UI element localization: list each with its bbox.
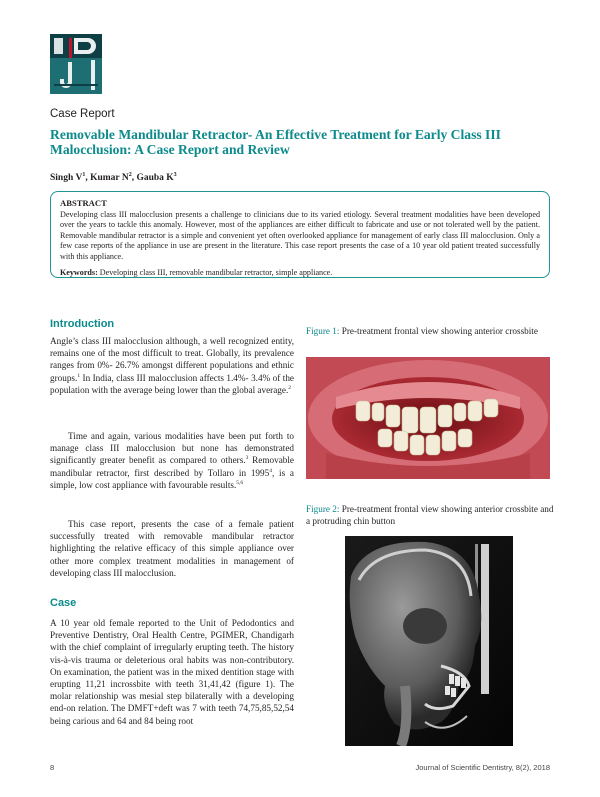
text-run: This case report, presents the case of a female patient successfully treated with removable mandibular retractor highlighting the relative efficacy of this simple appliance over other more complex treatment modalities in management of developing class III malocclusion. (50, 519, 294, 578)
figure-2-caption (306, 503, 556, 528)
text-run: Removable mandibular retractor, first described by Tollaro in 1995 (50, 455, 294, 478)
article-title: Removable Mandibular Retractor- An Effective Treatment for Early Class III Malocclusion: A Case Report and Review (50, 127, 501, 157)
author-name: Gauba K (136, 173, 174, 184)
journal-logo (50, 34, 102, 94)
figure-2-caption-text: Pre-treatment frontal view showing anterior crossbite and a protruding chin button (306, 504, 554, 527)
text-run: Time and again, various modalities have been put forth to manage class III malocclusion but none has demonstrated significantly greater benefit as compared to others. (50, 431, 294, 466)
author-affiliation-sup: 2 (128, 172, 132, 178)
text-run: Angle’s class III malocclusion although, a well recognized entity, remains one of the most difficult to treat. Globally, its prevalence ranges from 0%- 26.7% amongst different populations and ethnic groups. (50, 336, 294, 383)
keywords-text: Developing class III, removable mandibular retractor, simple appliance. (99, 267, 333, 277)
author-list: Singh $V^1$, Kumar $N^2$, Gauba $K^3$ (50, 172, 177, 184)
figure-2-cephalogram (345, 536, 513, 746)
text-run: , is a simple, low cost appliance with favourable results. (50, 467, 294, 490)
citation-sup: 1 (77, 372, 81, 379)
text-run: A 10 year old female reported to the Unit of Pedodontics and Preventive Dentistry, Oral Health Centre, PGIMER, Chandigarh with the chief complaint of irregularly erupting teeth. The history vis-à-vis trauma or deleterious oral habits was non-contributory. On examination, the patient was in the mixed dentition stage with erupting 11,21 incrossbite with teeth 31,41,42 (figure 1). The molar relationship was mesial step bilaterally with a developing end-on relation. The DMFT+deft was 7 with teeth 74,75,85,52,54 being carious and 64 and 84 being root (50, 618, 294, 726)
journal-citation: Journal of Scientific Dentistry, 8(2), 2018 (415, 763, 550, 772)
abstract-box (50, 191, 550, 278)
figure-1-label: Figure 1: (306, 326, 340, 336)
citation-sup: 3 (245, 455, 249, 462)
introduction-paragraph-3 (50, 518, 294, 579)
figure-1-caption-text: Pre-treatment frontal view showing anterior crossbite (339, 326, 538, 336)
author-affiliation-sup: 1 (82, 172, 86, 178)
introduction-paragraph-2 (50, 430, 294, 491)
introduction-heading: Introduction (50, 318, 115, 330)
citation-sup: 2 (288, 384, 292, 391)
citation-sup: 5,6 (236, 479, 244, 486)
citation-sup: 4 (269, 467, 272, 474)
keywords-label: Keywords: (60, 267, 98, 277)
article-type-label: Case Report (50, 108, 115, 120)
introduction-paragraph-1 (50, 335, 294, 396)
case-paragraph (50, 617, 294, 727)
figure-1-caption (306, 325, 556, 337)
abstract-body: Developing class III malocclusion presents a challenge to clinicians due to its varied etiology. Several treatment modalities have been developed over the years to tackle this anomaly. However, most of the appliances are either difficult to fabricate and use or not tolerated well by the patient. Removable mandibular retractor is a simple and convenient yet often overlooked appliance for management of early class III malocclusion. Only a few case reports of the appliance in use are present in the literature. This case report presents the case of a 10 year old patient treated successfully with this appliance. (60, 209, 540, 261)
author-affiliation-sup: 3 (173, 172, 177, 178)
keywords (60, 268, 540, 279)
figure-2-label: Figure 2: (306, 504, 340, 514)
figure-1-image (306, 357, 550, 479)
author-name: Kumar N (90, 173, 129, 184)
author-name: Singh V (50, 173, 83, 184)
page-number: 8 (50, 763, 55, 772)
abstract-heading: ABSTRACT (60, 198, 107, 208)
text-run: In India, class III malocclusion affects 1.4%- 3.4% of the population with the average being lower than the global average. (50, 372, 294, 395)
case-heading: Case (50, 597, 77, 609)
